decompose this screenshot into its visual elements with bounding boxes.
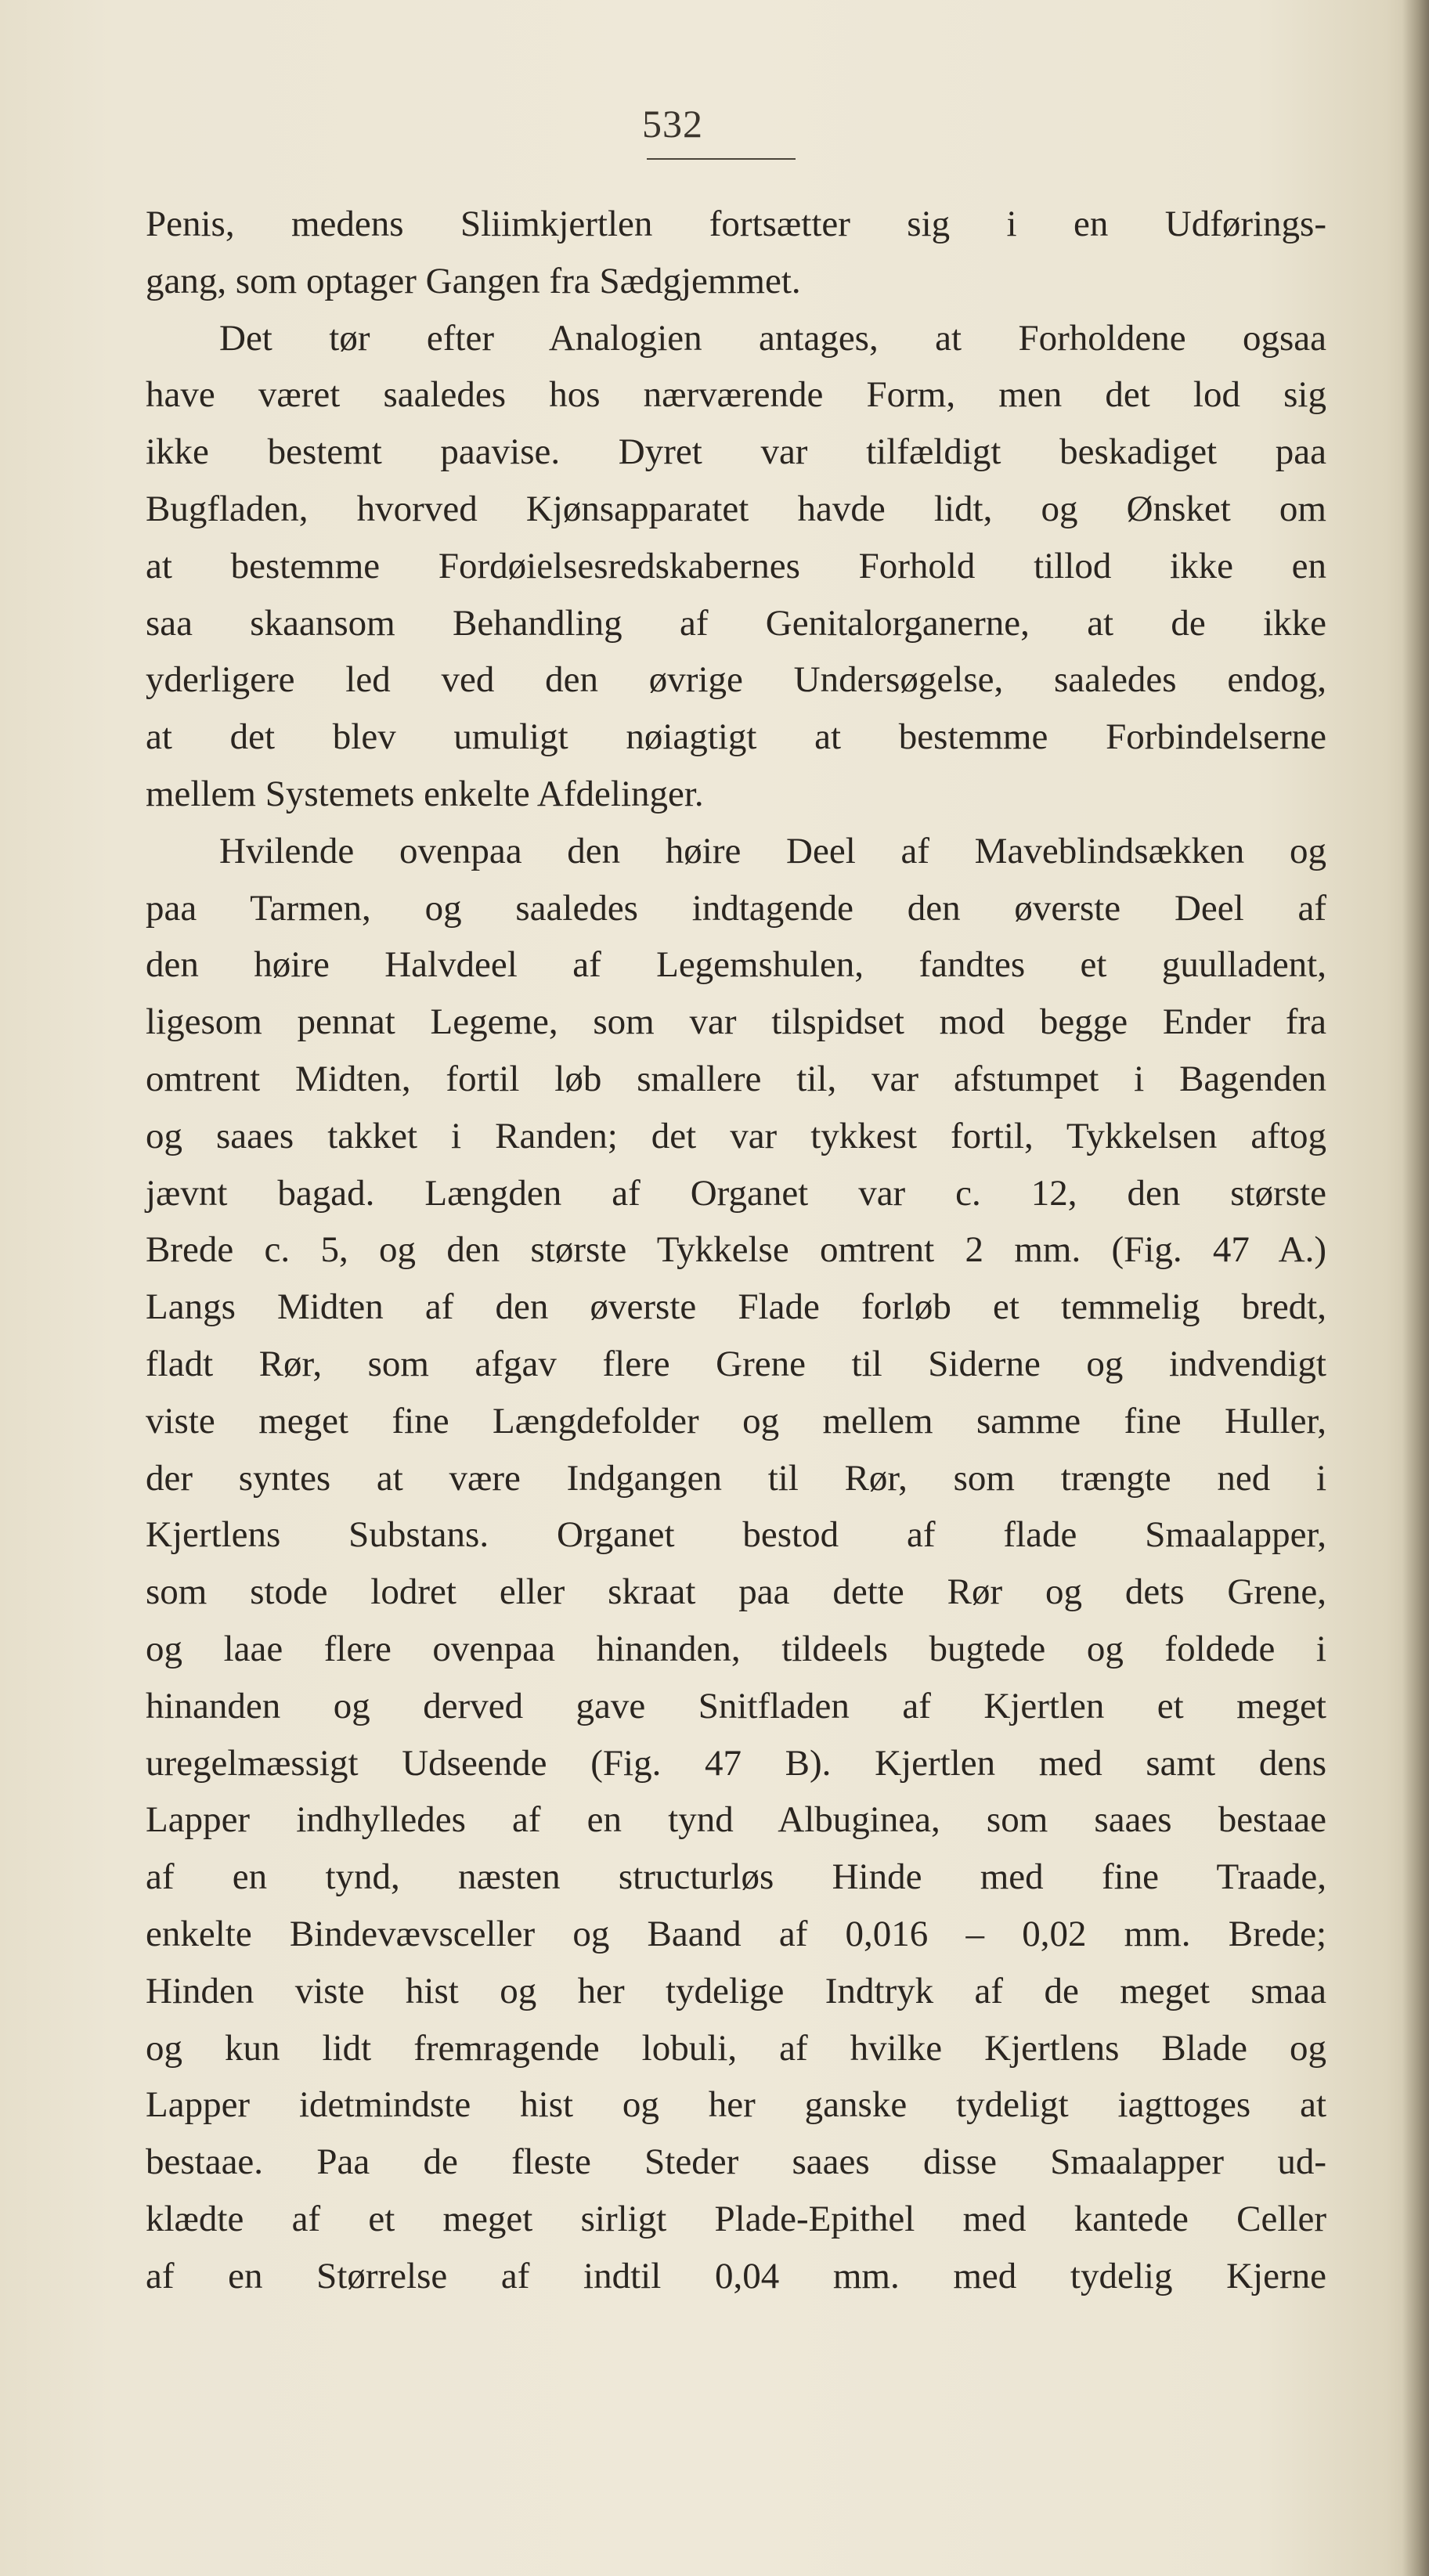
- text-line: paa Tarmen, og saaledes indtagende den øverste Deel af: [146, 887, 1326, 929]
- text-line: ligesom pennat Legeme, som var tilspidset mod begge Ender fra: [146, 1001, 1326, 1043]
- text-line: og saaes takket i Randen; det var tykkest fortil, Tykkelsen aftog: [146, 1115, 1326, 1156]
- text-line: ikke bestemt paavise. Dyret var tilfældigt beskadiget paa: [146, 431, 1326, 473]
- text-line: at det blev umuligt nøiagtigt at bestemme Forbindelserne: [146, 716, 1326, 758]
- text-line: bestaae. Paa de fleste Steder saaes disse Smaalapper ud-: [146, 2141, 1326, 2183]
- text-line: af en Størrelse af indtil 0,04 mm. med tydelig Kjerne: [146, 2255, 1326, 2296]
- text-line: jævnt bagad. Længden af Organet var c. 12, den største: [146, 1172, 1326, 1214]
- text-line: gang, som optager Gangen fra Sædgjemmet.: [146, 260, 801, 301]
- text-line: fladt Rør, som afgav flere Grene til Siderne og indvendigt: [146, 1343, 1326, 1384]
- text-line: Hinden viste hist og her tydelige Indtryk af de meget smaa: [146, 1970, 1326, 2011]
- text-line: Lapper indhylledes af en tynd Albuginea, som saaes bestaae: [146, 1799, 1326, 1841]
- text-line: viste meget fine Længdefolder og mellem samme fine Huller,: [146, 1400, 1326, 1441]
- text-line: Hvilende ovenpaa den høire Deel af Maveblindsækken og: [219, 830, 1326, 871]
- text-line: have været saaledes hos nærværende Form, men det lod sig: [146, 374, 1326, 416]
- text-line: som stode lodret eller skraat paa dette Rør og dets Grene,: [146, 1571, 1326, 1613]
- text-line: at bestemme Fordøielsesredskabernes Forhold tillod ikke en: [146, 545, 1326, 586]
- text-line: omtrent Midten, fortil løb smallere til, var afstumpet i Bagenden: [146, 1058, 1326, 1099]
- text-line: Kjertlens Substans. Organet bestod af flade Smaalapper,: [146, 1514, 1326, 1556]
- text-line: den høire Halvdeel af Legemshulen, fandtes et guulladent,: [146, 944, 1326, 986]
- text-line: saa skaansom Behandling af Genitalorganerne, at de ikke: [146, 602, 1326, 644]
- page-number-rule: [647, 158, 796, 160]
- page-number: 532: [642, 102, 703, 146]
- text-line: yderligere led ved den øvrige Undersøgelse, saaledes endog,: [146, 659, 1326, 701]
- text-line: Lapper idetmindste hist og her ganske tydeligt iagttoges at: [146, 2084, 1326, 2126]
- text-line: enkelte Bindevævsceller og Baand af 0,016 – 0,02 mm. Brede;: [146, 1913, 1326, 1954]
- text-line: klædte af et meget sirligt Plade-Epithel med kantede Celler: [146, 2198, 1326, 2239]
- text-line: Brede c. 5, og den største Tykkelse omtrent 2 mm. (Fig. 47 A.): [146, 1229, 1326, 1271]
- text-line: af en tynd, næsten structurløs Hinde med fine Traade,: [146, 1856, 1326, 1898]
- text-line: og laae flere ovenpaa hinanden, tildeels bugtede og foldede i: [146, 1628, 1326, 1669]
- text-line: og kun lidt fremragende lobuli, af hvilke Kjertlens Blade og: [146, 2027, 1326, 2069]
- text-line: uregelmæssigt Udseende (Fig. 47 B). Kjertlen med samt dens: [146, 1742, 1326, 1784]
- text-line: Bugfladen, hvorved Kjønsapparatet havde lidt, og Ønsket om: [146, 488, 1326, 529]
- text-line: Det tør efter Analogien antages, at Forholdene ogsaa: [219, 317, 1326, 359]
- text-line: Langs Midten af den øverste Flade forløb et temmelig bredt,: [146, 1286, 1326, 1328]
- body-text: [146, 196, 1326, 2304]
- text-line: der syntes at være Indgangen til Rør, som trængte ned i: [146, 1457, 1326, 1499]
- page-edge-shadow: [1402, 0, 1429, 2576]
- text-line: hinanden og derved gave Snitfladen af Kjertlen et meget: [146, 1685, 1326, 1726]
- text-line: mellem Systemets enkelte Afdelinger.: [146, 773, 704, 814]
- text-line: Penis, medens Sliimkjertlen fortsætter sig i en Udførings-: [146, 204, 1326, 244]
